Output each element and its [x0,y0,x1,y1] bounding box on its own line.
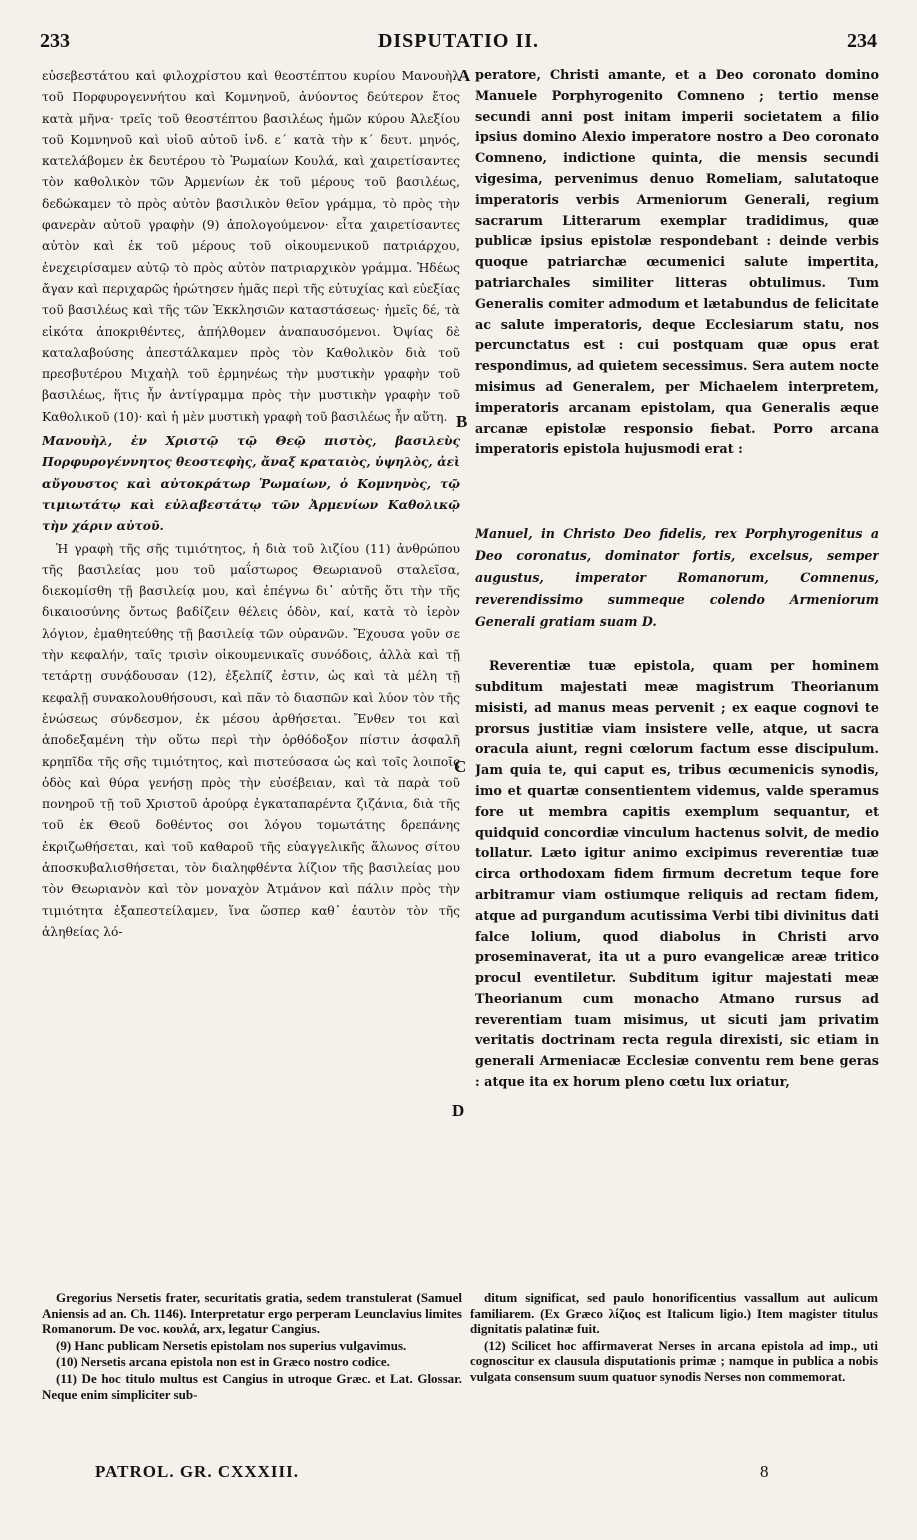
section-marker-d: D [452,1101,465,1120]
section-marker-c: C [454,757,467,776]
footnotes-right [470,1290,878,1386]
section-marker-b: B [456,412,468,431]
page-number-left: 233 [40,30,70,52]
latin-letter-title: Manuel, in Christo Deo fidelis, rex Porphyrogenitus a Deo coronatus, dominator fortis, excelsus, semper augustus, imperator Romanorum, Comnenus, reverendissimo summeque colendo Armeniorum Generali gratiam suam D. [475,526,879,630]
running-header [40,30,877,60]
footnote: (11) De hoc titulo multus est Cangius in utroque Græc. et Lat. Glossar. Neque enim simpliciter sub- [42,1370,462,1402]
footnotes-left [42,1290,462,1403]
greek-column [42,66,460,943]
latin-paragraph-1: peratore, Christi amante, et a Deo coronato domino Manuele Porphyrogenito Comneno ; tertio mense secundi anni post initam imperii societatem a filio ipsius domino Alexio imperatore nostro a Deo coronato Comneno, indictione quinta, die mensis secundi vigesima, pervenimus denuo Romeliam, salutatoque imperatoris verbis Armeniorum Generali, regium sacrarum Litterarum exemplar tradidimus, quæ publicæ ipsius epistolæ respondebant : deinde verbis quoque patriarchæ œcumenici salute impertita, patriarchales similiter litteras obtulimus. Tum Generalis comiter admodum et lætabundus de felicitate ac salute imperatoris, deque Ecclesiarum statu, nos percunctatus est : cui postquam quæ opus erat respondimus, ad quietem secessimus. Sera autem nocte misimus ad Generalem, per Michaelem interpretem, imperatoris arcanam epistolam, qua Generalis æque arcanæ epistolæ responsio fiebat. Porro arcana imperatoris epistola hujusmodi erat : [475,68,879,458]
section-marker-a: A [458,66,471,85]
latin-column [475,66,879,1094]
gathering-number: 8 [760,1462,769,1481]
footnote: (9) Hanc publicam Nersetis epistolam nos superius vulgavimus. [56,1337,407,1353]
greek-paragraph-1: εὐσεβεστάτου καὶ φιλοχρίστου καὶ θεοστέπτου κυρίου Μανουὴλ τοῦ Πορφυρογεννήτου καὶ Κομνηνοῦ, ἀνύοντος δεύτερον ἔτος κατὰ μῆνα· τρεῖς τοῦ θεοστέπτου βασιλέως ἡμῶν κύρου Ἀλεξίου τοῦ Κομνηνοῦ καὶ υἱοῦ αὐτοῦ ἰνδ. ε΄ κατὰ τὴν κ΄ δευτ. μηνός, κατελάβομεν ἐκ δευτέρου τὸ Ῥωμαίων Κουλά, καὶ χαιρετίσαντες τὸν καθολικὸν τῶν Ἀρμενίων ἐκ τοῦ μέρους τοῦ βασιλέως, δεδώκαμεν τὸ πρὸς αὐτὸν βασιλικὸν θεῖον γράμμα, τὸ πρὸς τὴν φανερὰν αὐτοῦ γραφὴν (9) ἀπολογούμενον· εἶτα χαιρετίσαντες αὐτὸν καὶ ἐκ τοῦ μέρους τοῦ οἰκουμενικοῦ πατριάρχου, ἐνεχειρίσαμεν αὐτῷ τὸ πρὸς αὐτὸν πατριαρχικὸν γράμμα. Ἡδέως ἄγαν καὶ περιχαρῶς ἠρώτησεν ἡμᾶς περὶ τῆς εὐτυχίας καὶ εὐεξίας τοῦ βασιλέως καὶ τῆς τῶν Ἐκκλησιῶν καταστάσεως· ἡμεῖς δέ, τὰ εἰκότα ἀποκριθέντες, ἀπήλθομεν ἀναπαυσόμενοι. Ὀψίας δὲ καταλαβούσης ἀπεστάλκαμεν πρὸς τὸν Καθολικὸν διὰ τοῦ πρεσβυτέρου Μιχαὴλ τοῦ ἑρμηνέως τὴν μυστικὴν γραφὴν τοῦ βασιλέως, ἥτις ἦν ἀντίγραμμα πρὸς τὴν μυστικὴν γραφὴν τοῦ Καθολικοῦ (10)· καὶ ἡ μὲν μυστικὴ γραφὴ τοῦ βασιλέως ἦν αὕτη. [42,69,460,424]
greek-letter-title: Μανουὴλ, ἐν Χριστῷ τῷ Θεῷ πιστὸς, βασιλεὺς Πορφυρογέννητος θεοστεφὴς, ἄναξ κραταιὸς, ὑψηλὸς, ἀεὶ αὔγουστος καὶ αὐτοκράτωρ Ῥωμαίων, ὁ Κομνηνὸς, τῷ τιμιωτάτῳ καὶ εὐλαβεστάτῳ τῶν Ἀρμενίων Καθολικῷ τὴν χάριν αὐτοῦ. [42,433,460,534]
latin-paragraph-2: Reverentiæ tuæ epistola, quam per hominem subditum majestati meæ magistrum Theorianum misisti, ad manus meas pervenit ; ex eaque cognovi te prorsus justitiæ viam insistere velle, atque, ut sacra oracula aiunt, regni cœlorum factum esse discipulum. Jam quia te, qui caput es, tribus œcumenicis synodis, imo et quartæ consentientem videmus, valde speramus fore ut membra capitis exemplum sequantur, et quidquid concordiæ vinculum hactenus solvit, de medio tollatur. Læto igitur animo excipimus reverentiæ tuæ circa orthodoxam fidem firmum decretum teque fore arbitramur viam ostiumque reliquis ad rectam fidem, atque ad purgandum acutissima Verbi tibi divinitus dati falce lolium, quod diabolus in Christi arvo proseminaverat, ita ut a puro evangelicæ areæ tritico procul eventiletur. Subditum igitur majestati meæ Theorianum cum monacho Atmano rursus ad reverentiam tuam misimus, ut sicuti jam privatim veritatis doctrinam recta regula direxisti, sic etiam in generali Armeniacæ Ecclesiæ conventu rem bene geras : atque ita ex horum pleno cœtu lux oriatur, [475,659,879,1091]
footnote: ditum significat, sed paulo honorificentius vassallum aut aulicum familiarem. (Ex Græco λίζιος est Italicum ligio.) Item magister titulus dignitatis palatinæ fuit. [470,1290,878,1337]
footnote: Gregorius Nersetis frater, securitatis gratia, sedem transtulerat (Samuel Aniensis ad an. Ch. 1146). Interpretatur ergo perperam Leunclavius limites Romanorum. De voc. κουλά, arx, legatur Cangius. [42,1290,462,1337]
footnote: (12) Scilicet hoc affirmaverat Nerses in arcana epistola ad imp., uti cognoscitur ex clausula disputationis primæ ; namque in publica a nobis vulgata consensum suum quatuor synodis Nerses non commemorat. [470,1337,878,1384]
footnote: (10) Nersetis arcana epistola non est in Græco nostro codice. [56,1354,390,1370]
greek-paragraph-2: Ἡ γραφὴ τῆς σῆς τιμιότητος, ἡ διὰ τοῦ λιζίου (11) ἀνθρώπου τῆς βασιλείας μου τοῦ μαΐστωρος Θεωριανοῦ σταλεῖσα, διεκομίσθη τῇ βασιλείᾳ μου, καὶ ἐπέγνω δι᾽ αὐτῆς ὅτι τὴν τῆς δικαιοσύνης ὄντως βαδίζειν θέλεις ὁδὸν, καί, κατὰ τὸ ἱερὸν λόγιον, ἐμαθητεύθης τῇ βασιλείᾳ τῶν οὐρανῶν. Ἔχουσα γοῦν σε τὴν κεφαλήν, ταῖς τρισὶν οἰκουμενικαῖς συνόδοις, ἀλλὰ καὶ τῇ τετάρτῃ συνᾴδουσαν (12), ἐξελπίζ ἐστιν, ὡς καὶ τὰ μέλη τῇ κεφαλῇ συνακολουθήσουσι, καὶ πᾶν τὸ διασπῶν καὶ λύον τὸν τῆς ἑνώσεως σύνδεσμον, ἐκ μέσου ἀρθήσεται. Ἔνθεν τοι καὶ ἀποδεξαμένη τὴν οὕτω περὶ τὴν ὀρθόδοξον πίστιν ἀσφαλῆ κρηπῖδα τῆς σῆς τιμιότητος, καὶ πιστεύσασα ὡς καὶ τοῖς λοιποῖς ὁδὸς καὶ θύρα γενήσῃ πρὸς τὴν εὐσέβειαν, καὶ τὰ παρὰ τοῦ πονηροῦ τῇ τοῦ Χριστοῦ ἀρούρᾳ ἐγκαταπαρέντα ζιζάνια, διὰ τῆς τοῦ ἐκ Θεοῦ δοθέντος σοι λόγου τομωτάτης δρεπάνης ἐκριζωθήσεται, καὶ τοῦ καθαροῦ τῆς εὐαγγελικῆς ἅλωνος σίτου ἀποσκυβαλισθήσεται, τὸν διαληφθέντα λίζιον τῆς βασιλείας μου τὸν Θεωριανὸν καὶ τὸν μοναχὸν Ἀτμάνον καὶ πάλιν πρὸς τὴν τιμιότητα ἐξαπεστείλαμεν, ἵνα ὥσπερ καθ᾽ ἑαυτὸν τὸν τῆς ἀληθείας λό- [42,541,460,939]
running-title: DISPUTATIO II. [377,30,540,52]
page-number-right: 234 [847,30,877,52]
series-signature: PATROL. GR. CXXXIII. [95,1462,300,1481]
